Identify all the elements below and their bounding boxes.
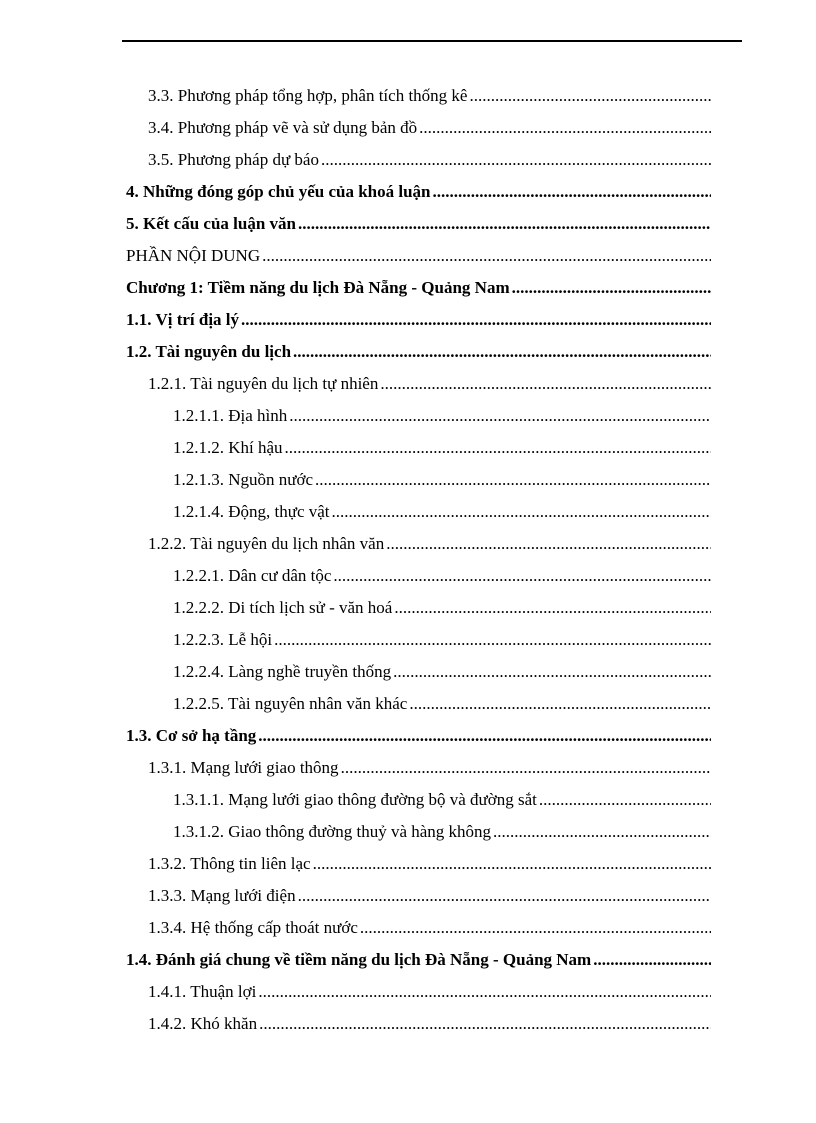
toc-entry[interactable]: [0, 208, 816, 240]
toc-dot-leader: [593, 950, 711, 970]
toc-dot-leader: [393, 662, 711, 682]
toc-entry-label: 3.5. Phương pháp dự báo: [148, 150, 319, 169]
toc-entry[interactable]: [0, 336, 816, 368]
toc-entry-label: 1.2.2.4. Làng nghề truyền thống: [173, 662, 392, 681]
toc-entry-label: 5. Kết cấu của luận văn: [126, 214, 297, 233]
toc-entry-label: 1.3.3. Mạng lưới điện: [148, 886, 296, 905]
toc-entry[interactable]: [0, 912, 816, 944]
toc-dot-leader: [433, 182, 712, 202]
toc-entry-label: 1.2.2. Tài nguyên du lịch nhân văn: [148, 534, 385, 553]
toc-entry-label: 1.3.1.2. Giao thông đường thuỷ và hàng không: [173, 822, 492, 841]
toc-dot-leader: [262, 246, 711, 266]
toc-dot-leader: [298, 214, 711, 234]
toc-entry-label: 1.2. Tài nguyên du lịch: [126, 342, 292, 361]
toc-entry-label: 1.4.2. Khó khăn: [148, 1014, 258, 1033]
toc-dot-leader: [333, 566, 711, 586]
toc-entry[interactable]: [0, 656, 816, 688]
toc-entry[interactable]: [0, 976, 816, 1008]
toc-entry-label: PHẦN NỘI DUNG: [126, 246, 261, 265]
toc-dot-leader: [419, 118, 711, 138]
toc-entry-label: 1.2.1.3. Nguồn nước: [173, 470, 314, 489]
toc-entry-label: 1.3.4. Hệ thống cấp thoát nước: [148, 918, 358, 937]
toc-entry-label: 1.4.1. Thuận lợi: [148, 982, 257, 1001]
table-of-contents: [0, 80, 816, 1040]
toc-entry[interactable]: [0, 464, 816, 496]
toc-entry-label: 1.2.1.1. Địa hình: [173, 406, 288, 425]
toc-entry[interactable]: [0, 1008, 816, 1040]
toc-dot-leader: [321, 150, 711, 170]
toc-entry-label: 1.3.1.1. Mạng lưới giao thông đường bộ và đường sắt: [173, 790, 537, 809]
toc-entry-label: 4. Những đóng góp chủ yếu của khoá luận: [126, 182, 431, 201]
toc-entry-label: 1.2.2.1. Dân cư dân tộc: [173, 566, 332, 585]
toc-dot-leader: [409, 694, 711, 714]
toc-entry[interactable]: [0, 848, 816, 880]
toc-dot-leader: [289, 406, 711, 426]
toc-dot-leader: [360, 918, 711, 938]
toc-dot-leader: [512, 278, 711, 298]
toc-entry[interactable]: [0, 880, 816, 912]
toc-entry[interactable]: [0, 240, 816, 272]
toc-dot-leader: [293, 342, 711, 362]
toc-entry-label: 1.2.2.5. Tài nguyên nhân văn khác: [173, 694, 408, 713]
toc-entry[interactable]: [0, 112, 816, 144]
toc-dot-leader: [539, 790, 711, 810]
toc-entry-label: 1.1. Vị trí địa lý: [126, 310, 240, 329]
toc-entry[interactable]: [0, 816, 816, 848]
toc-entry-label: 3.4. Phương pháp vẽ và sử dụng bản đồ: [148, 118, 418, 137]
toc-entry[interactable]: [0, 784, 816, 816]
toc-entry-label: 1.2.1.4. Động, thực vật: [173, 502, 330, 521]
toc-entry[interactable]: [0, 432, 816, 464]
header-rule: [122, 40, 742, 42]
toc-entry[interactable]: [0, 368, 816, 400]
toc-entry[interactable]: [0, 528, 816, 560]
toc-dot-leader: [285, 438, 711, 458]
toc-entry-label: 1.2.2.2. Di tích lịch sử - văn hoá: [173, 598, 393, 617]
toc-entry-label: 1.2.2.3. Lễ hội: [173, 630, 273, 649]
toc-dot-leader: [258, 726, 711, 746]
toc-entry[interactable]: [0, 144, 816, 176]
toc-dot-leader: [315, 470, 711, 490]
toc-entry[interactable]: [0, 496, 816, 528]
toc-entry[interactable]: [0, 272, 816, 304]
toc-entry[interactable]: [0, 176, 816, 208]
toc-entry-label: 1.3. Cơ sở hạ tầng: [126, 726, 257, 745]
toc-dot-leader: [394, 598, 711, 618]
toc-entry[interactable]: [0, 560, 816, 592]
toc-entry[interactable]: [0, 592, 816, 624]
toc-dot-leader: [274, 630, 711, 650]
toc-entry-label: Chương 1: Tiềm năng du lịch Đà Nẵng - Quảng Nam: [126, 278, 510, 297]
toc-entry[interactable]: [0, 304, 816, 336]
toc-entry[interactable]: [0, 80, 816, 112]
toc-entry[interactable]: [0, 720, 816, 752]
toc-entry[interactable]: [0, 400, 816, 432]
toc-dot-leader: [332, 502, 711, 522]
toc-entry[interactable]: [0, 752, 816, 784]
toc-entry[interactable]: [0, 944, 816, 976]
toc-dot-leader: [313, 854, 711, 874]
toc-dot-leader: [386, 534, 711, 554]
toc-dot-leader: [258, 982, 711, 1002]
toc-dot-leader: [241, 310, 711, 330]
toc-entry-label: 1.3.1. Mạng lưới giao thông: [148, 758, 339, 777]
toc-entry[interactable]: [0, 624, 816, 656]
toc-entry-label: 3.3. Phương pháp tổng hợp, phân tích thống kê: [148, 86, 468, 105]
toc-dot-leader: [341, 758, 711, 778]
toc-entry-label: 1.2.1. Tài nguyên du lịch tự nhiên: [148, 374, 379, 393]
toc-entry-label: 1.4. Đánh giá chung về tiềm năng du lịch Đà Nẵng - Quảng Nam: [126, 950, 592, 969]
toc-entry-label: 1.3.2. Thông tin liên lạc: [148, 854, 311, 873]
toc-entry[interactable]: [0, 688, 816, 720]
toc-dot-leader: [493, 822, 711, 842]
toc-dot-leader: [380, 374, 711, 394]
toc-dot-leader: [469, 86, 711, 106]
toc-entry-label: 1.2.1.2. Khí hậu: [173, 438, 283, 457]
toc-dot-leader: [298, 886, 711, 906]
toc-dot-leader: [259, 1014, 711, 1034]
